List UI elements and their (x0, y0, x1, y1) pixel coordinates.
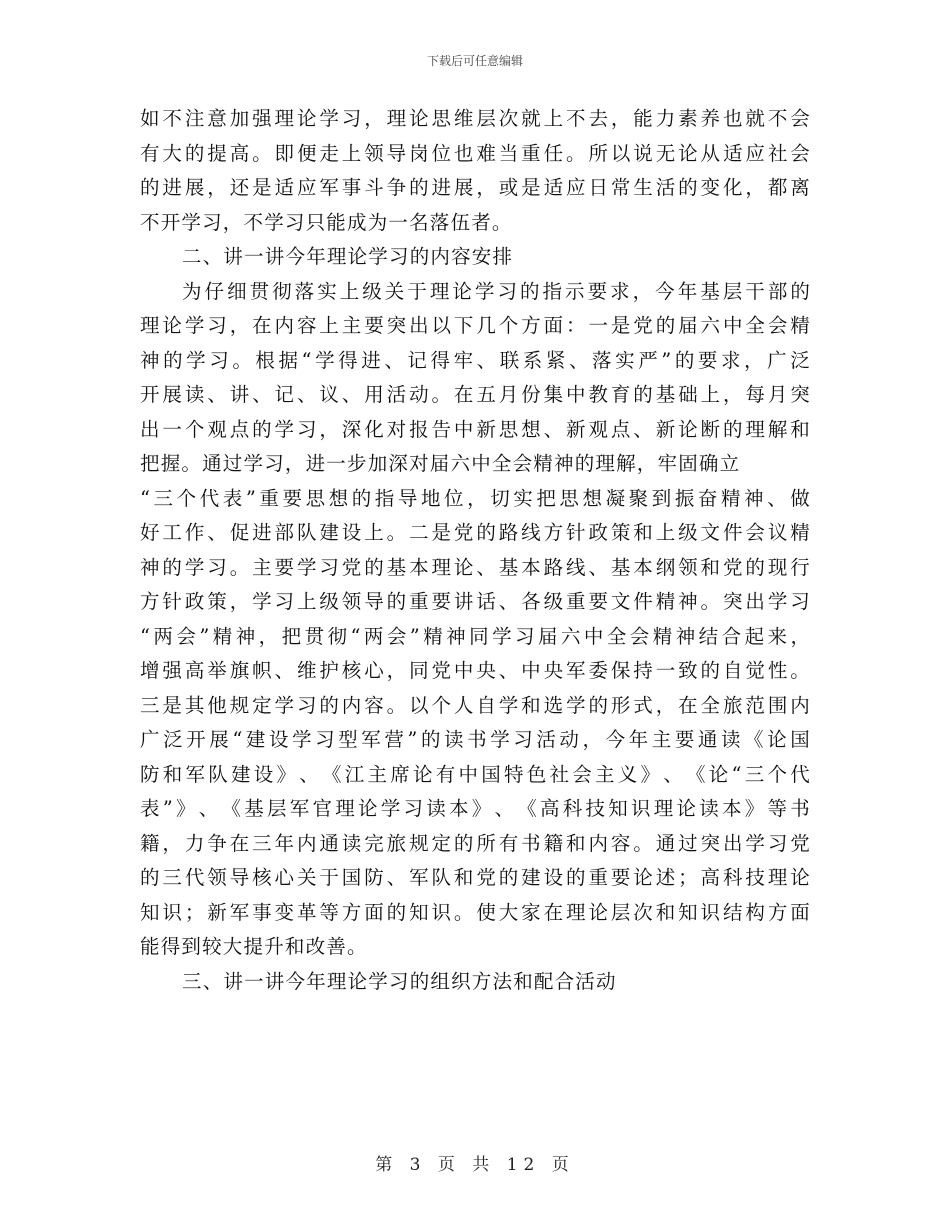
text-line: 防 和 军 队 建 设 》 、 《 江 主 席 论 有 中 国 特 色 社 会 主 义 》 、 《 论 “ 三 个 代 (140, 762, 810, 786)
text-line: 知 识 ； 新 军 事 变 革 等 方 面 的 知 识 。 使 大 家 在 理 论 层 次 和 知 识 结 构 方 面 (140, 900, 810, 924)
text-line: 二、讲一讲今年理论学习的内容安排 (182, 245, 514, 268)
text-line: 神 的 学 习 。 主 要 学 习 党 的 基 本 理 论 、 基 本 路 线 、 基 本 纲 领 和 党 的 现 行 (140, 555, 810, 579)
document-body (140, 102, 810, 999)
page-footer: 第 3 页 共 12 页 (375, 1155, 575, 1175)
text-line: 出 一 个 观 点 的 学 习 ， 深 化 对 报 告 中 新 思 想 、 新 观 点 、 新 论 断 的 理 解 和 (140, 417, 810, 441)
text-line: “ 三 个 代 表 ” 重 要 思 想 的 指 导 地 位 ， 切 实 把 思 想 凝 聚 到 振 奋 精 神 、 做 (140, 486, 810, 510)
text-line: 表 ” 》 、 《 基 层 军 官 理 论 学 习 读 本 》 、 《 高 科 技 知 识 理 论 读 本 》 等 书 (140, 797, 810, 820)
text-line: 不开学习，不学习只能成为一名落伍者。 (140, 210, 513, 234)
text-line: 为 仔 细 贯 彻 落 实 上 级 关 于 理 论 学 习 的 指 示 要 求 ， 今 年 基 层 干 部 的 (182, 279, 810, 303)
text-line: 籍 ， 力 争 在 三 年 内 通 读 完 旅 规 定 的 所 有 书 籍 和 内 容 。 通 过 突 出 学 习 党 (140, 831, 810, 855)
text-line: 开 展 读 、 讲 、 记 、 议 、 用 活 动 。 在 五 月 份 集 中 教 育 的 基 础 上 ， 每 月 突 (140, 383, 810, 406)
text-line: 三、讲一讲今年理论学习的组织方法和配合活动 (182, 969, 617, 993)
text-line: 能得到较大提升和改善。 (140, 935, 368, 958)
text-line: 的 三 代 领 导 核 心 关 于 国 防 、 军 队 和 党 的 建 设 的 重 要 论 述 ； 高 科 技 理 论 (140, 866, 810, 889)
text-line: 三 是 其 他 规 定 学 习 的 内 容 。 以 个 人 自 学 和 选 学 的 形 式 ， 在 全 旅 范 围 内 (140, 693, 810, 717)
text-line: 理 论 学 习 ， 在 内 容 上 主 要 突 出 以 下 几 个 方 面 ： 一 是 党 的 届 六 中 全 会 精 (140, 314, 810, 337)
text-line: “ 两 会 ” 精 神 ， 把 贯 彻 “ 两 会 ” 精 神 同 学 习 届 六 中 全 会 精 神 结 合 起 来 ， (140, 624, 810, 648)
text-line: 神 的 学 习 。 根 据 “ 学 得 进 、 记 得 牢 、 联 系 紧 、 落 实 严 ” 的 要 求 ， 广 泛 (140, 348, 810, 372)
text-line: 方 针 政 策 ， 学 习 上 级 领 导 的 重 要 讲 话 、 各 级 重 要 文 件 精 神 。 突 出 学 习 (140, 590, 810, 613)
text-line: 如 不 注 意 加 强 理 论 学 习 ， 理 论 思 维 层 次 就 上 不 去 ， 能 力 素 养 也 就 不 会 (140, 107, 810, 130)
text-line: 好 工 作 、 促 进 部 队 建 设 上 。 二 是 党 的 路 线 方 针 政 策 和 上 级 文 件 会 议 精 (140, 521, 810, 544)
page-header: 下载后可任意编辑 (426, 54, 523, 68)
text-line: 的 进 展 ， 还 是 适 应 军 事 斗 争 的 进 展 ， 或 是 适 应 日 常 生 活 的 变 化 ， 都 离 (140, 176, 810, 199)
text-line: 广 泛 开 展 “ 建 设 学 习 型 军 营 ” 的 读 书 学 习 活 动 ， 今 年 主 要 通 读 《 论 国 (140, 728, 810, 751)
text-line: 增 强 高 举 旗 帜 、 维 护 核 心 ， 同 党 中 央 、 中 央 军 委 保 持 一 致 的 自 觉 性 。 (140, 659, 810, 682)
text-line: 有 大 的 提 高 。 即 便 走 上 领 导 岗 位 也 难 当 重 任 。 所 以 说 无 论 从 适 应 社 会 (140, 141, 810, 165)
text-line: 把握。通过学习，进一步加深对届六中全会精神的理解，牢固确立 (140, 452, 741, 475)
